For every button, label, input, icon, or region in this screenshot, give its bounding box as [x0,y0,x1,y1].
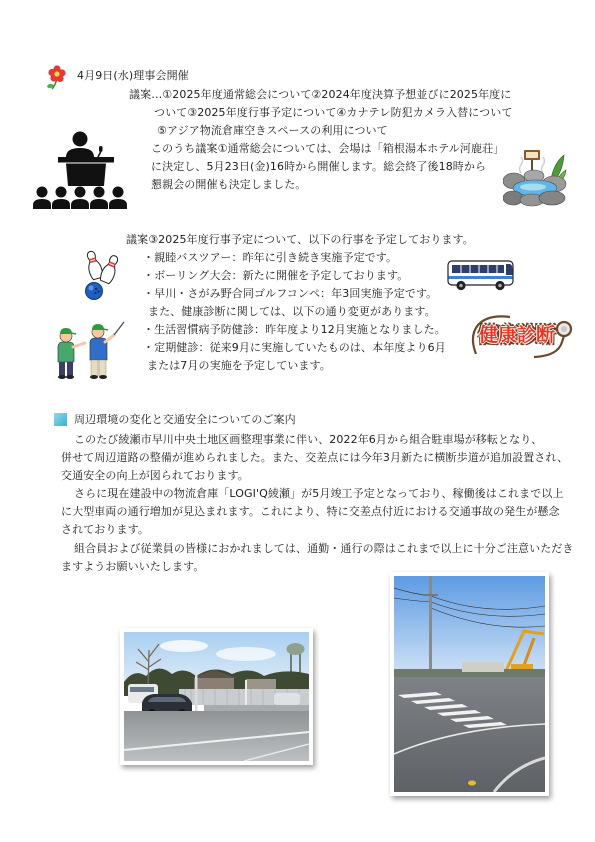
health-intro: また、健康診断に関しては、以下の通り変更があります。 [148,305,436,318]
general-meeting-line: 懇親会の開催も決定しました。 [151,178,307,191]
health-item-regular-check: ・定期健診：従来9月に実施していたものは、本年度より6月 [143,341,446,354]
bowling-icon [76,249,128,301]
agenda-line: ついて③2025年度行事予定について④カナテレ防犯カメラ入替について [154,106,513,119]
meeting-heading: 4月9日(水)理事会開催 [77,69,189,82]
blue-square-icon [54,413,67,426]
health-item-regular-check-cont: または7月の実施を予定しています。 [147,359,331,372]
general-meeting-line: に決定し、5月23日(金)16時から開催します。総会終了後18時から [151,160,487,173]
events-intro: 議案③2025年度行事予定について、以下の行事を予定しております。 [126,233,474,246]
traffic-paragraph-line: 組合員および従業員の皆様におかれましては、通勤・通行の際はこれまで以上に十分ご注意いただき [74,542,574,555]
traffic-paragraph-line: このたび綾瀬市早川中央土地区画整理事業に伴い、2022年6月から組合駐車場が移転となり、 [74,433,543,446]
road-stud [468,781,476,786]
traffic-paragraph-line: されております。 [61,523,149,536]
bus-icon [446,257,516,293]
agenda-line: ⑤アジア物流倉庫空きスペースの利用について [157,124,388,137]
traffic-heading: 周辺環境の変化と交通安全についてのご案内 [74,413,296,426]
crosswalk-photo [390,572,549,796]
traffic-paragraph-line: に大型車両の通行増加が見込まれます。これにより、特に交差点付近における交通事故の発生が懸念 [61,505,560,518]
parking-lot-photo [120,628,313,765]
agenda-line: 議案…①2025年度通常総会について②2024年度決算予想並びに2025年度に [129,88,512,101]
health-item-lifestyle-check: ・生活習慣病予防健診：昨年度より12月実施となりました。 [143,323,446,336]
traffic-paragraph-line: 併せて周辺道路の整備が進められました。また、交差点には今年3月新たに横断歩道が追加設置され、 [61,451,569,464]
hot-spring-icon [503,147,567,207]
bowling-ball [86,283,103,300]
traffic-paragraph-line: 交通安全の向上が図られております。 [61,469,249,482]
traffic-paragraph-line: ますようお願いいたします。 [61,560,205,573]
event-item-bowling: ・ボーリング大会：新たに開催を予定しております。 [143,269,409,282]
golfers-icon [52,320,126,382]
general-meeting-line: このうち議案①通常総会については、会場は「箱根湯本ホテル河鹿荘」 [151,142,505,155]
event-item-bus-tour: ・親睦バスツアー：昨年に引き続き実施予定です。 [143,251,398,264]
event-item-golf: ・早川・さがみ野合同ゴルフコンペ：年3回実施予定です。 [143,287,438,300]
health-check-badge [468,310,578,362]
red-flower-icon [46,64,70,90]
health-check-label: 健康診断 [479,324,556,346]
meeting-speaker-icon [28,125,134,213]
traffic-paragraph-line: さらに現在建設中の物流倉庫「LOGI'Q綾瀬」が5月竣工予定となっており、稼働後はこれまで以上 [74,487,564,500]
